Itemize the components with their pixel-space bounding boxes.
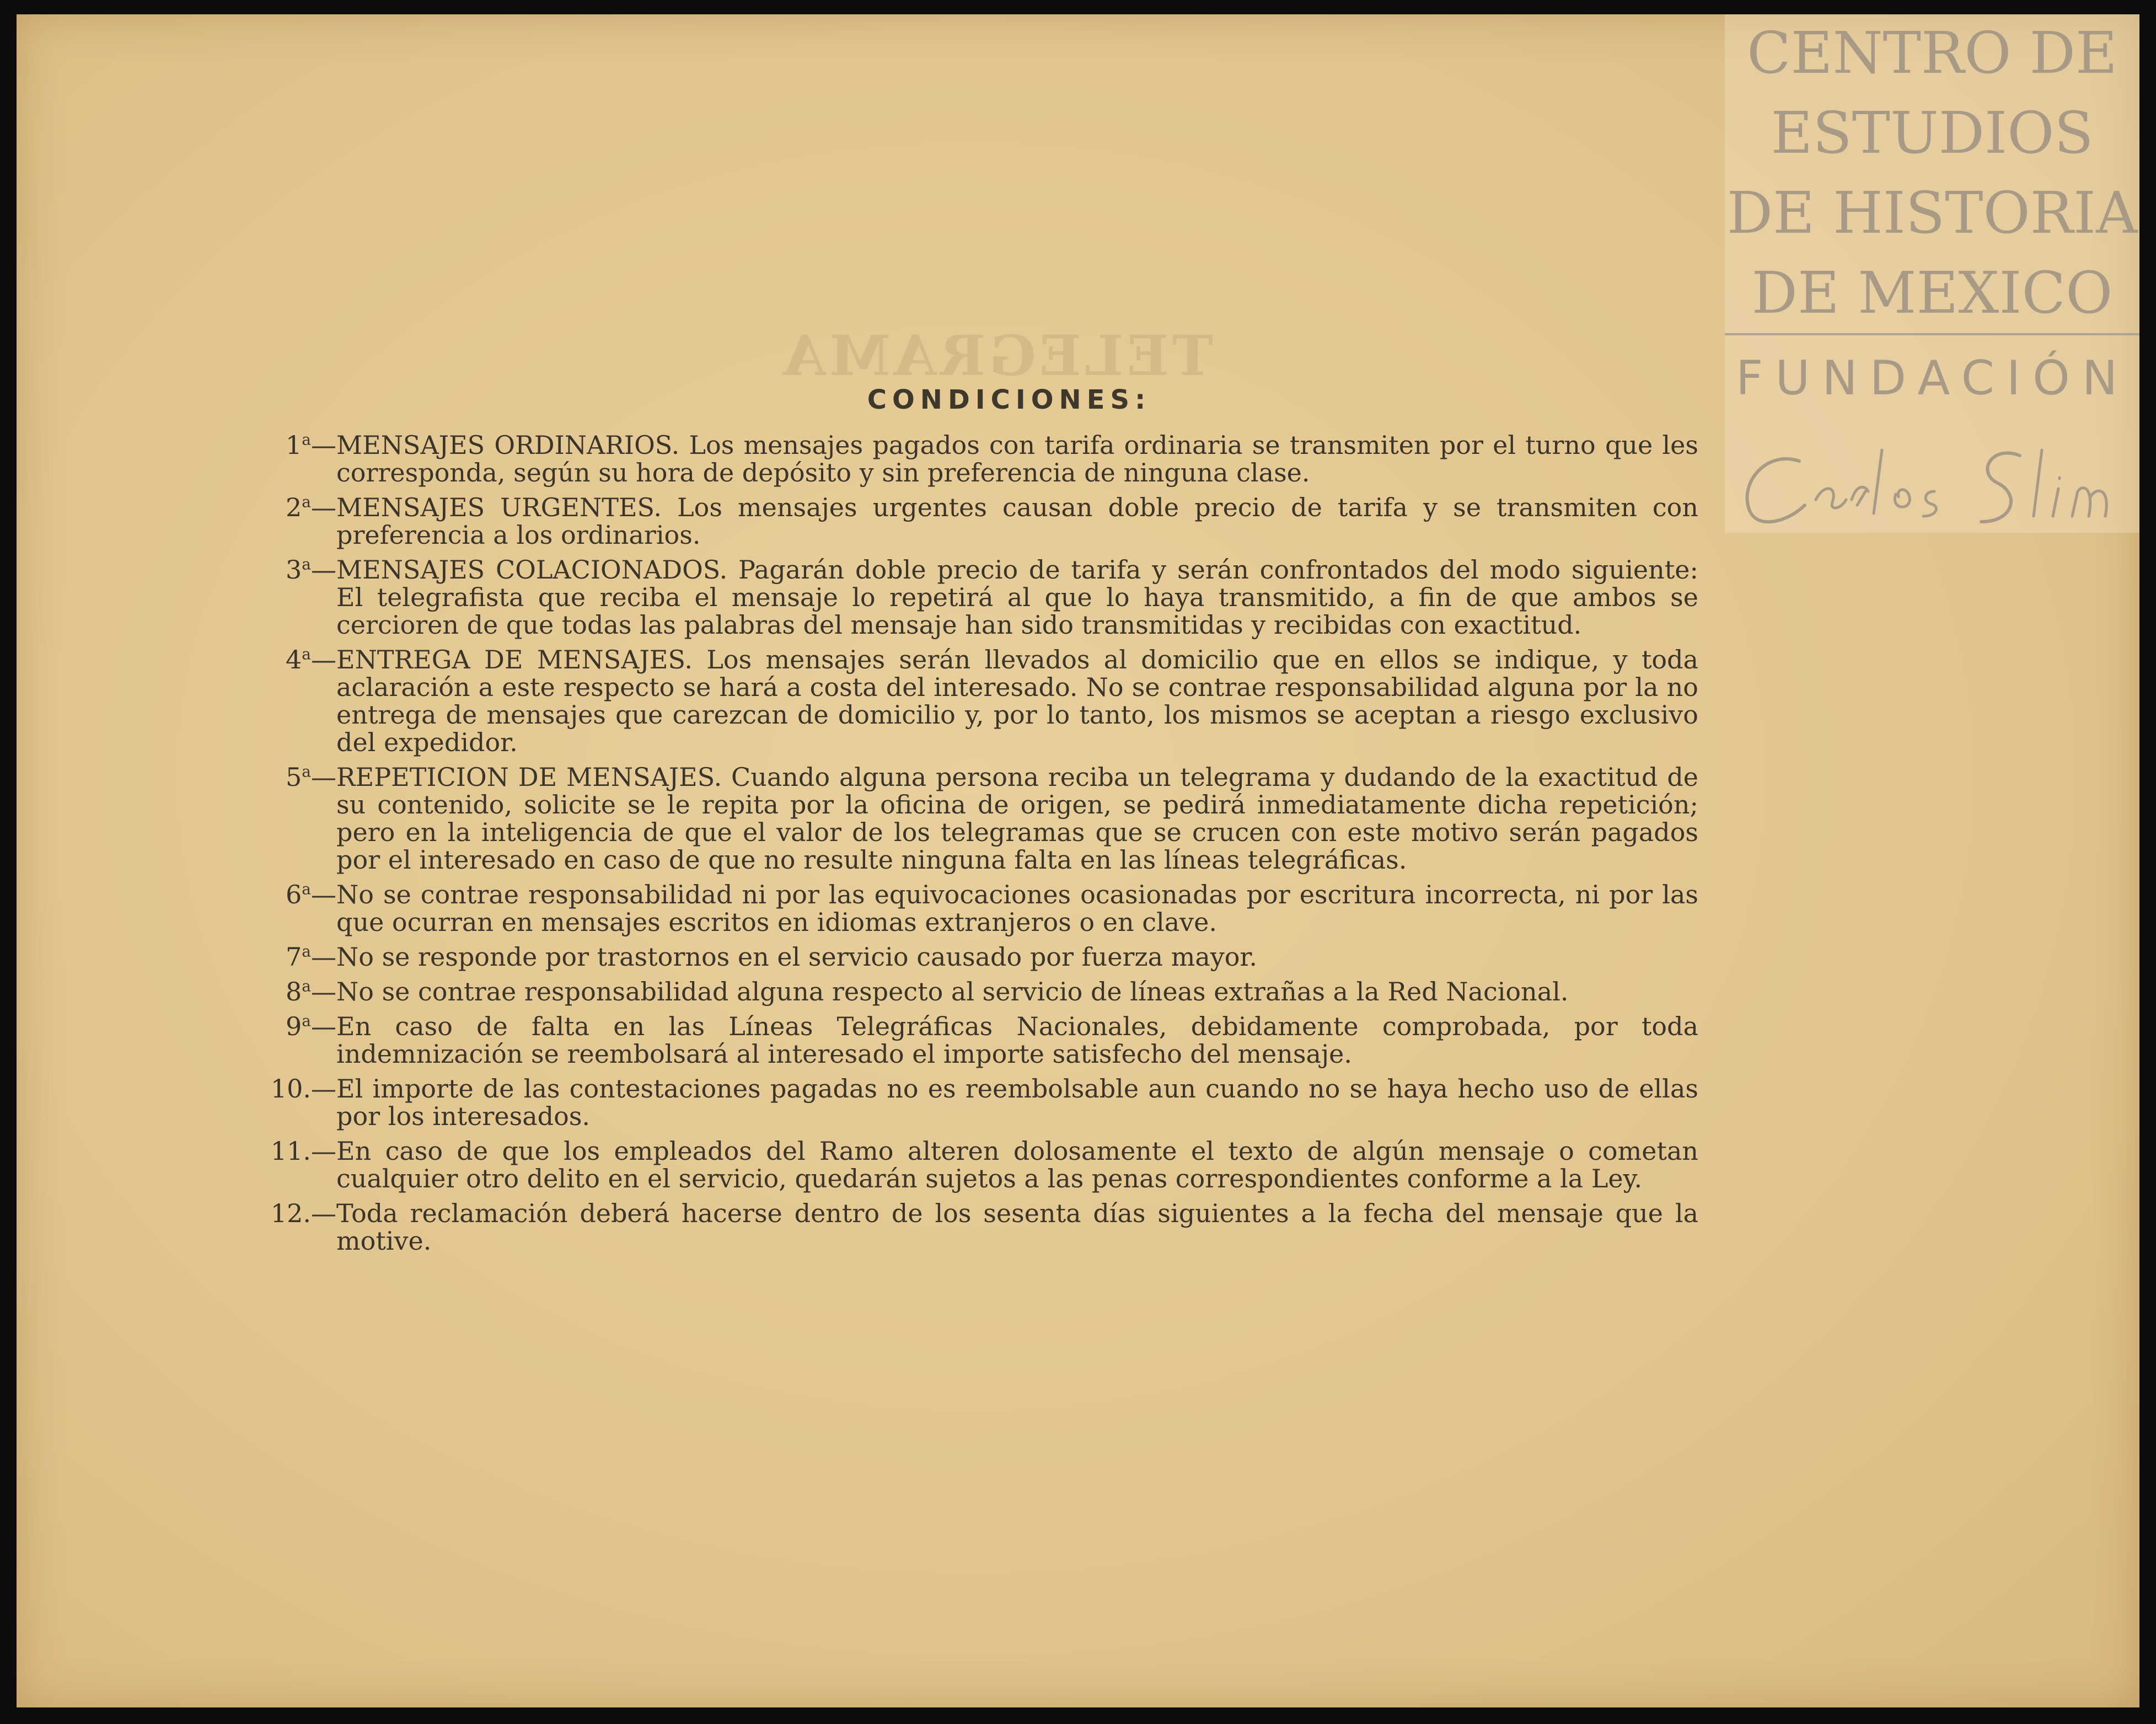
clause-number-value: 3 <box>286 555 302 585</box>
clause-dash: — <box>311 492 336 522</box>
watermark-stamp <box>1725 14 2139 533</box>
clause-number-value: 8 <box>286 977 302 1006</box>
clause-number <box>270 763 336 874</box>
clause-number <box>270 1200 336 1255</box>
clause-ordinal-suffix: a <box>302 645 311 663</box>
clause-text: No se contrae responsabilidad ni por las equivocaciones ocasionadas por escritura incorrecta, ni por las que ocurran en mensajes escritos en idiomas extranjeros o en clave. <box>336 880 1698 937</box>
clause-text: En caso de falta en las Líneas Telegráficas Nacionales, debidamente comprobada, por toda indemnización se reembolsará al interesado el importe satisfecho del mensaje. <box>336 1011 1698 1069</box>
clause-item <box>270 1200 1698 1255</box>
clause-ordinal-suffix: a <box>302 977 311 995</box>
clause-dash: — <box>311 645 336 674</box>
clause-number-value: 6 <box>286 880 302 909</box>
clause-number <box>270 1075 336 1130</box>
clause-number-value: 1 <box>286 430 302 460</box>
clause-number <box>270 431 336 486</box>
clause-dash: — <box>311 1136 336 1166</box>
watermark-line: DE MEXICO <box>1751 259 2113 326</box>
watermark-line: DE HISTORIA <box>1726 179 2138 247</box>
clause-number <box>270 978 336 1005</box>
clause-text: Toda reclamación deberá hacerse dentro de los sesenta días siguientes a la fecha del mensaje que la motive. <box>336 1198 1698 1256</box>
clause-number <box>270 1013 336 1068</box>
clause-number-value: 11. <box>270 1136 311 1166</box>
watermark-line: ESTUDIOS <box>1771 99 2094 167</box>
clause-text: No se contrae responsabilidad alguna respecto al servicio de líneas extrañas a la Red Nacional. <box>336 977 1569 1006</box>
clause-text: En caso de que los empleados del Ramo alteren dolosamente el texto de algún mensaje o cometan cualquier otro delito en el servicio, quedarán sujetos a las penas correspondientes conforme a la Ley. <box>336 1136 1698 1193</box>
clause-dash: — <box>311 1198 336 1228</box>
clause-number-value: 12. <box>270 1198 311 1228</box>
watermark-fundacion: FUNDACIÓN <box>1736 351 2130 406</box>
clause-item <box>270 763 1698 874</box>
clause-ordinal-suffix: a <box>302 492 311 511</box>
clause-ordinal-suffix: a <box>302 762 311 781</box>
clause-text: No se responde por trastornos en el servicio causado por fuerza mayor. <box>336 942 1257 972</box>
clause-item <box>270 1013 1698 1068</box>
clause-dash: — <box>311 942 336 972</box>
bleed-through-text: TELEGRAMA <box>780 323 1213 388</box>
clause-ordinal-suffix: a <box>302 880 311 898</box>
clause-ordinal-suffix: a <box>302 555 311 574</box>
clause-dash: — <box>311 555 336 585</box>
clause-item <box>270 943 1698 971</box>
clause-dash: — <box>311 1011 336 1041</box>
watermark-divider <box>1725 333 2139 335</box>
watermark-line: CENTRO DE <box>1747 19 2117 87</box>
signature-icon <box>1733 439 2141 538</box>
clause-number-value: 2 <box>286 492 302 522</box>
clause-list <box>270 431 1698 1255</box>
clause-dash: — <box>311 977 336 1006</box>
clause-text: MENSAJES ORDINARIOS. Los mensajes pagados con tarifa ordinaria se transmiten por el turno que les corresponda, según su hora de depósito y sin preferencia de ninguna clase. <box>336 430 1698 488</box>
clause-dash: — <box>311 1074 336 1104</box>
clause-item <box>270 1075 1698 1130</box>
clause-number <box>270 646 336 756</box>
clause-item <box>270 1137 1698 1192</box>
clause-item <box>270 881 1698 936</box>
clause-text: El importe de las contestaciones pagadas no es reembolsable aun cuando no se haya hecho uso de ellas por los interesados. <box>336 1074 1698 1131</box>
clause-number-value: 7 <box>286 942 302 972</box>
clause-number <box>270 881 336 936</box>
clause-item <box>270 646 1698 756</box>
clause-dash: — <box>311 762 336 792</box>
clause-number <box>270 494 336 549</box>
clause-number <box>270 943 336 971</box>
clause-number-value: 10. <box>270 1074 311 1104</box>
clause-dash: — <box>311 880 336 909</box>
clause-ordinal-suffix: a <box>302 1011 311 1030</box>
clause-number-value: 9 <box>286 1011 302 1041</box>
clause-number <box>270 1137 336 1192</box>
clause-text: MENSAJES URGENTES. Los mensajes urgentes causan doble precio de tarifa y se transmiten con preferencia a los ordinarios. <box>336 492 1698 550</box>
clause-ordinal-suffix: a <box>302 942 311 961</box>
clause-item <box>270 556 1698 639</box>
clause-number-value: 4 <box>286 645 302 674</box>
clause-dash: — <box>311 430 336 460</box>
clause-item <box>270 494 1698 549</box>
clause-item <box>270 978 1698 1005</box>
clause-item <box>270 431 1698 486</box>
conditions-heading: CONDICIONES: <box>867 384 1151 415</box>
clause-text: REPETICION DE MENSAJES. Cuando alguna persona reciba un telegrama y dudando de la exactitud de su contenido, solicite se le repita por la oficina de origen, se pedirá inmediatamente dicha repetición; pero en la inteligencia de que el valor de los telegramas que se crucen con este motivo serán pagados por el interesado en caso de que no resulte ninguna falta en las líneas telegráficas. <box>336 762 1698 875</box>
clause-number-value: 5 <box>286 762 302 792</box>
clause-ordinal-suffix: a <box>302 430 311 449</box>
clause-number <box>270 556 336 639</box>
clause-text: MENSAJES COLACIONADOS. Pagarán doble precio de tarifa y serán confrontados del modo siguiente: El telegrafista que reciba el mensaje lo repetirá al que lo haya transmitido, a fin de que ambos se cercioren de que todas las palabras del mensaje han sido transmitidas y recibidas con exactitud. <box>336 555 1698 640</box>
conditions-section <box>270 386 1698 1262</box>
clause-text: ENTREGA DE MENSAJES. Los mensajes serán llevados al domicilio que en ellos se indique, y toda aclaración a este respecto se hará a costa del interesado. No se contrae responsabilidad alguna por la no entrega de mensajes que carezcan de domicilio y, por lo tanto, los mismos se aceptan a riesgo exclusivo del expedidor. <box>336 645 1698 757</box>
